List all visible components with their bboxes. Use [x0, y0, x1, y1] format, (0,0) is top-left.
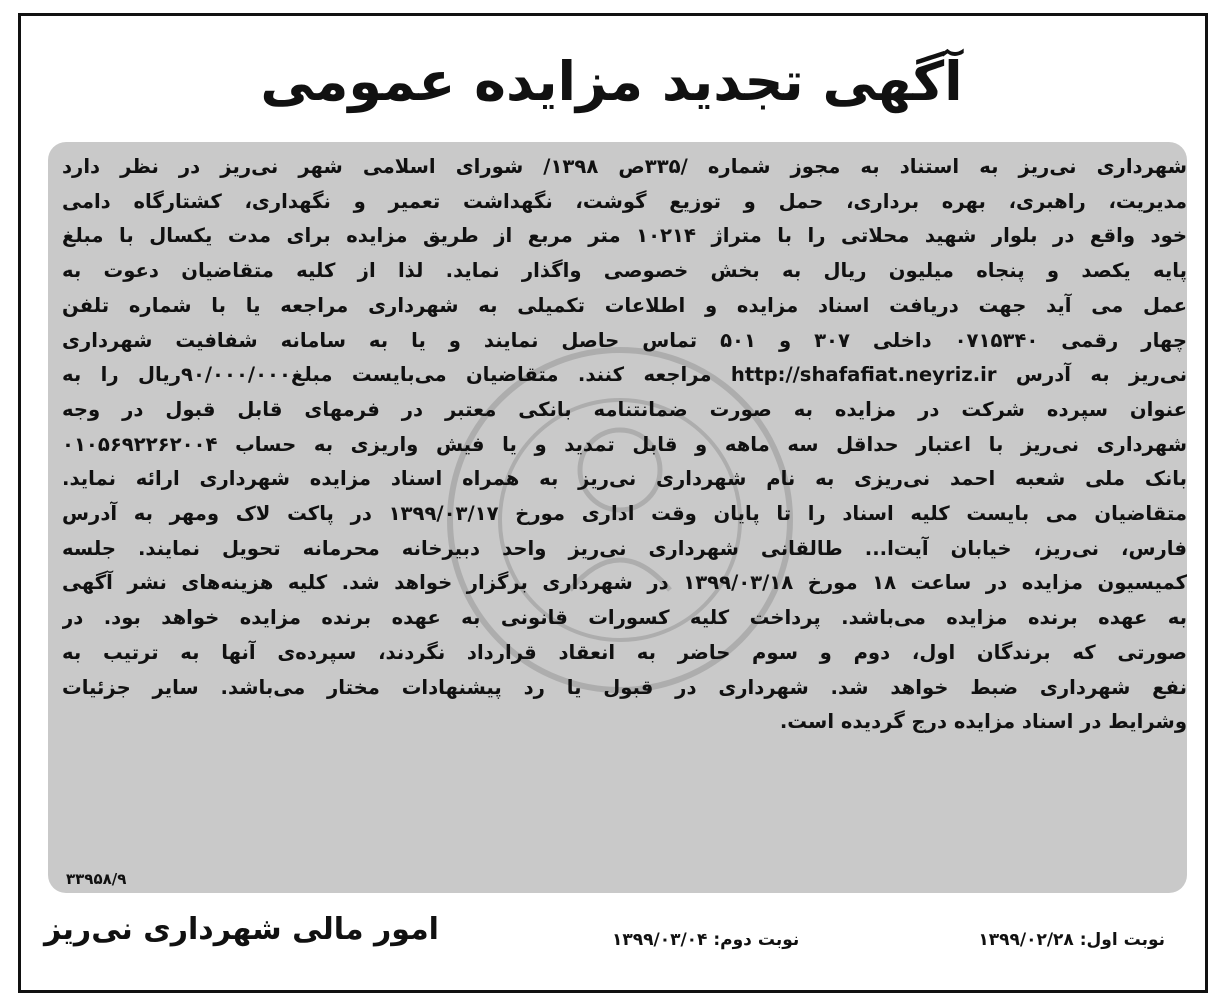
- body-line: شهرداری نی‌ریز به استناد به مجوز شماره /۳۳۵ص ۱۳۹۸/ شورای اسلامی شهر نی‌ریز در نظر دارد: [62, 155, 1187, 178]
- body-line: کمیسیون مزایده در ساعت ۱۸ مورخ ۱۳۹۹/۰۳/۱۸ در شهرداری برگزار خواهد شد. کلیه هزینه‌های نشر آگهی: [62, 571, 1187, 595]
- body-line: پایه یکصد و پنجاه میلیون ریال به بخش خصوصی واگذار نماید. لذا از کلیه متقاضیان دعوت به: [62, 259, 1187, 283]
- body-line: به عهده برنده مزایده می‌باشد. پرداخت کلیه کسورات قانونی به عهده برنده مزایده خواهد بود. در: [62, 606, 1187, 630]
- body-line: مدیریت، راهبری، بهره برداری، حمل و توزیع گوشت، نگهداشت تعمیر و نگهداری، کشتارگاه دامی: [62, 189, 1187, 213]
- body-line: متقاضیان می بایست کلیه اسناد را تا پایان وقت اداری مورخ ۱۳۹۹/۰۳/۱۷ در پاکت لاک ومهر به آدرس: [62, 502, 1187, 526]
- body-line: بانک ملی شعبه احمد نی‌ریزی به نام شهرداری نی‌ریز به همراه اسناد مزایده شهرداری ارائه نماید.: [62, 467, 1187, 491]
- ad-title: آگهی تجدید مزایده عمومی: [260, 50, 963, 113]
- body-line: فارس، نی‌ریز، خیابان آیت‌ا... طالقانی شهرداری نی‌ریز واحد دبیرخانه محرمانه تحویل نمایند. جلسه: [62, 536, 1187, 560]
- body-line: عنوان سپرده شرکت در مزایده به صورت ضمانتنامه بانکی معتبر در فرمهای قابل قبول در وجه: [62, 397, 1187, 421]
- ad-body-text: [62, 150, 1187, 740]
- footer-first-publication-date: نوبت اول: ۱۳۹۹/۰۲/۲۸: [978, 930, 1165, 950]
- footer-organization: امور مالی شهرداری نی‌ریز: [44, 912, 439, 947]
- ad-reference-code: ۳۳۹۵۸/۹: [66, 870, 127, 888]
- body-line: صورتی که برندگان اول، دوم و سوم حاضر به انعقاد قرارداد نگردند، سپرده‌ی آنها به ترتیب به: [62, 640, 1187, 664]
- body-line: شهرداری نی‌ریز با اعتبار حداقل سه ماهه و قابل تمدید و یا فیش واریزی به حساب ۰۱۰۵۶۹۲۲۶۲۰۰۴: [62, 432, 1187, 456]
- body-line: چهار رقمی ۰۷۱۵۳۴۰ داخلی ۳۰۷ و ۵۰۱ تماس حاصل نمایند و یا به سامانه شفافیت شهرداری: [62, 328, 1187, 352]
- body-line: وشرایط در اسناد مزایده درج گردیده است.: [779, 710, 1187, 734]
- body-line: نفع شهرداری ضبط خواهد شد. شهرداری در قبول یا رد پیشنهادات مختار می‌باشد. سایر جزئیات: [62, 675, 1187, 699]
- body-line: خود واقع در بلوار شهید محلاتی را با متراژ ۱۰۲۱۴ متر مربع از طریق مزایده برای مدت یکسال با مبلغ: [62, 224, 1187, 248]
- footer-second-publication-date: نوبت دوم: ۱۳۹۹/۰۳/۰۴: [612, 930, 800, 950]
- body-line: نی‌ریز به آدرس http://shafafiat.neyriz.ir مراجعه کنند. متقاضیان می‌بایست مبلغ۹۰/۰۰۰/۰۰۰ریال را به: [62, 363, 1187, 387]
- body-line: عمل می آید جهت دریافت اسناد مزایده و اطلاعات تکمیلی به شهرداری مراجعه یا با شماره تلفن: [62, 293, 1187, 317]
